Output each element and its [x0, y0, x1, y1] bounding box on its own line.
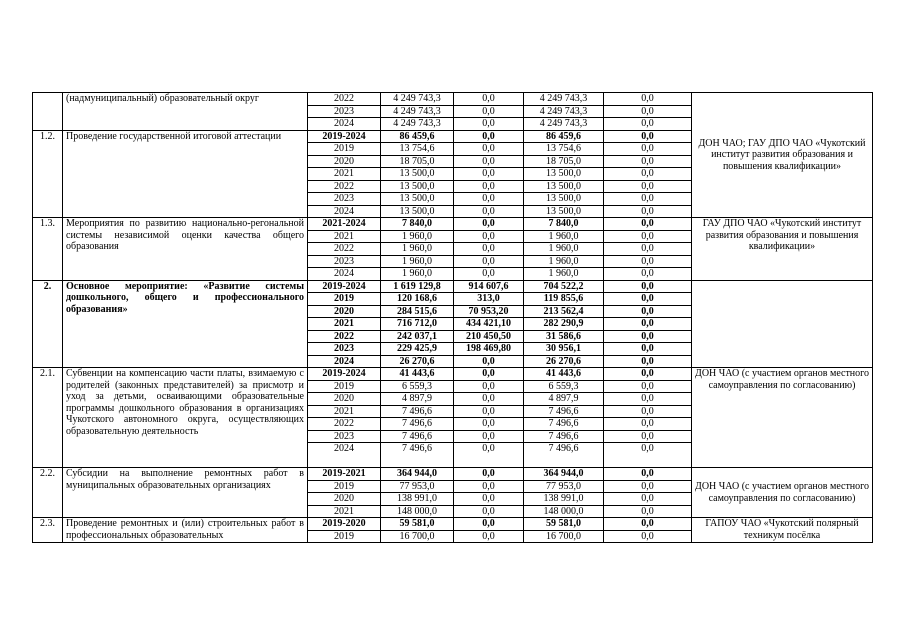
- item-number: 2.1.: [33, 368, 63, 468]
- amount-cell: 4 249 743,3: [524, 105, 604, 118]
- amount-cell: 0,0: [454, 443, 524, 468]
- amount-cell: 7 496,6: [524, 418, 604, 431]
- amount-cell: 18 705,0: [381, 155, 454, 168]
- amount-cell: 0,0: [454, 105, 524, 118]
- year-cell: 2024: [308, 443, 381, 468]
- year-cell: 2022: [308, 243, 381, 256]
- amount-cell: 7 496,6: [381, 418, 454, 431]
- year-cell: 2021: [308, 168, 381, 181]
- year-cell: 2021: [308, 405, 381, 418]
- amount-cell: 0,0: [604, 230, 692, 243]
- amount-cell: 0,0: [604, 530, 692, 543]
- amount-cell: 0,0: [454, 480, 524, 493]
- amount-cell: 0,0: [604, 368, 692, 381]
- amount-cell: 0,0: [454, 405, 524, 418]
- amount-cell: 148 000,0: [381, 505, 454, 518]
- year-cell: 2020: [308, 155, 381, 168]
- year-cell: 2021: [308, 230, 381, 243]
- year-cell: 2022: [308, 418, 381, 431]
- amount-cell: 7 496,6: [381, 443, 454, 468]
- amount-cell: 0,0: [454, 268, 524, 281]
- amount-cell: 6 559,3: [524, 380, 604, 393]
- year-cell: 2019-2024: [308, 130, 381, 143]
- amount-cell: 0,0: [454, 368, 524, 381]
- amount-cell: 0,0: [454, 118, 524, 131]
- year-cell: 2019-2021: [308, 468, 381, 481]
- amount-cell: 77 953,0: [524, 480, 604, 493]
- amount-cell: 0,0: [454, 155, 524, 168]
- amount-cell: 0,0: [604, 218, 692, 231]
- year-cell: 2019: [308, 530, 381, 543]
- amount-cell: 4 249 743,3: [381, 118, 454, 131]
- amount-cell: 13 500,0: [381, 180, 454, 193]
- amount-cell: 13 500,0: [524, 205, 604, 218]
- amount-cell: 0,0: [604, 118, 692, 131]
- item-number: 2.3.: [33, 518, 63, 543]
- year-cell: 2020: [308, 305, 381, 318]
- amount-cell: 0,0: [454, 518, 524, 531]
- amount-cell: 26 270,6: [524, 355, 604, 368]
- year-cell: 2022: [308, 180, 381, 193]
- year-cell: 2019: [308, 143, 381, 156]
- amount-cell: 120 168,6: [381, 293, 454, 306]
- year-cell: 2022: [308, 93, 381, 106]
- item-name: Проведение государственной итоговой аттестации: [63, 130, 308, 218]
- amount-cell: 434 421,10: [454, 318, 524, 331]
- amount-cell: 0,0: [454, 430, 524, 443]
- year-cell: 2023: [308, 343, 381, 356]
- amount-cell: 0,0: [454, 180, 524, 193]
- amount-cell: 0,0: [604, 93, 692, 106]
- year-cell: 2019: [308, 380, 381, 393]
- table-row: [33, 368, 873, 381]
- amount-cell: 0,0: [604, 143, 692, 156]
- amount-cell: 41 443,6: [381, 368, 454, 381]
- amount-cell: 148 000,0: [524, 505, 604, 518]
- amount-cell: 0,0: [604, 155, 692, 168]
- amount-cell: 13 500,0: [524, 168, 604, 181]
- amount-cell: 0,0: [604, 430, 692, 443]
- responsible-cell: [692, 280, 873, 368]
- amount-cell: 1 960,0: [524, 255, 604, 268]
- amount-cell: 229 425,9: [381, 343, 454, 356]
- amount-cell: 0,0: [454, 130, 524, 143]
- year-cell: 2020: [308, 393, 381, 406]
- table-row: [33, 93, 873, 106]
- amount-cell: 1 960,0: [381, 243, 454, 256]
- item-number: 2.: [33, 280, 63, 368]
- amount-cell: 16 700,0: [381, 530, 454, 543]
- amount-cell: 4 249 743,3: [524, 93, 604, 106]
- amount-cell: 0,0: [604, 468, 692, 481]
- item-name: Субсидии на выполнение ремонтных работ в муниципальных образовательных организациях: [63, 468, 308, 518]
- amount-cell: 13 500,0: [524, 180, 604, 193]
- amount-cell: 0,0: [604, 518, 692, 531]
- amount-cell: 13 754,6: [524, 143, 604, 156]
- amount-cell: 13 754,6: [381, 143, 454, 156]
- amount-cell: 86 459,6: [381, 130, 454, 143]
- amount-cell: 77 953,0: [381, 480, 454, 493]
- amount-cell: 0,0: [454, 530, 524, 543]
- table-row: [33, 218, 873, 231]
- year-cell: 2022: [308, 330, 381, 343]
- amount-cell: 59 581,0: [381, 518, 454, 531]
- year-cell: 2024: [308, 205, 381, 218]
- amount-cell: 364 944,0: [381, 468, 454, 481]
- item-name: Субвенции на компенсацию части платы, взимаемую с родителей (законных представителей) за присмотр и уход за детьми, осваивающими образовательные программы дошкольного образования в организациях Чукотского автономного округа, осуществляющих образовательную деятельность: [63, 368, 308, 468]
- amount-cell: 1 960,0: [524, 243, 604, 256]
- amount-cell: 213 562,4: [524, 305, 604, 318]
- item-name: Мероприятия по развитию национально-регональной системы независимой оценки качества общего образования: [63, 218, 308, 281]
- amount-cell: 0,0: [604, 318, 692, 331]
- amount-cell: 4 249 743,3: [524, 118, 604, 131]
- amount-cell: 0,0: [604, 480, 692, 493]
- amount-cell: 704 522,2: [524, 280, 604, 293]
- responsible-cell: ДОН ЧАО; ГАУ ДПО ЧАО «Чукотский институт развития образования и повышения квалификации»: [692, 93, 873, 218]
- amount-cell: 284 515,6: [381, 305, 454, 318]
- amount-cell: 0,0: [604, 393, 692, 406]
- item-number: [33, 93, 63, 131]
- amount-cell: 4 249 743,3: [381, 93, 454, 106]
- amount-cell: 7 840,0: [524, 218, 604, 231]
- amount-cell: 0,0: [604, 330, 692, 343]
- amount-cell: 13 500,0: [381, 193, 454, 206]
- item-name: Проведение ремонтных и (или) строительных работ в профессиональных образовательных: [63, 518, 308, 543]
- item-name: (надмуниципальный) образовательный округ: [63, 93, 308, 131]
- amount-cell: 138 991,0: [381, 493, 454, 506]
- amount-cell: 0,0: [604, 268, 692, 281]
- amount-cell: 1 619 129,8: [381, 280, 454, 293]
- item-number: 1.3.: [33, 218, 63, 281]
- amount-cell: 0,0: [604, 405, 692, 418]
- year-cell: 2019: [308, 480, 381, 493]
- amount-cell: 282 290,9: [524, 318, 604, 331]
- year-cell: 2023: [308, 105, 381, 118]
- amount-cell: 4 897,9: [381, 393, 454, 406]
- amount-cell: 13 500,0: [381, 168, 454, 181]
- amount-cell: 0,0: [454, 393, 524, 406]
- amount-cell: 26 270,6: [381, 355, 454, 368]
- year-cell: 2023: [308, 193, 381, 206]
- amount-cell: 716 712,0: [381, 318, 454, 331]
- amount-cell: 0,0: [454, 93, 524, 106]
- table-row: [33, 280, 873, 293]
- year-cell: 2019-2024: [308, 368, 381, 381]
- program-funding-table: [32, 92, 873, 543]
- amount-cell: 198 469,80: [454, 343, 524, 356]
- amount-cell: 0,0: [604, 293, 692, 306]
- amount-cell: 1 960,0: [381, 230, 454, 243]
- amount-cell: 0,0: [454, 218, 524, 231]
- amount-cell: 0,0: [454, 143, 524, 156]
- amount-cell: 914 607,6: [454, 280, 524, 293]
- amount-cell: 13 500,0: [524, 193, 604, 206]
- amount-cell: 0,0: [454, 230, 524, 243]
- amount-cell: 31 586,6: [524, 330, 604, 343]
- amount-cell: 0,0: [604, 130, 692, 143]
- amount-cell: 0,0: [604, 380, 692, 393]
- amount-cell: 7 496,6: [524, 405, 604, 418]
- amount-cell: 6 559,3: [381, 380, 454, 393]
- amount-cell: 1 960,0: [381, 268, 454, 281]
- amount-cell: 242 037,1: [381, 330, 454, 343]
- item-name: Основное мероприятие: «Развитие системы дошкольного, общего и профессионального образования»: [63, 280, 308, 368]
- year-cell: 2023: [308, 430, 381, 443]
- amount-cell: 0,0: [454, 255, 524, 268]
- amount-cell: 7 496,6: [381, 430, 454, 443]
- responsible-cell: ГАУ ДПО ЧАО «Чукотский институт развития образования и повышения квалификации»: [692, 218, 873, 281]
- amount-cell: 0,0: [454, 505, 524, 518]
- year-cell: 2024: [308, 118, 381, 131]
- amount-cell: 0,0: [454, 493, 524, 506]
- amount-cell: 4 897,9: [524, 393, 604, 406]
- amount-cell: 0,0: [454, 468, 524, 481]
- year-cell: 2023: [308, 255, 381, 268]
- year-cell: 2021: [308, 505, 381, 518]
- amount-cell: 0,0: [604, 493, 692, 506]
- amount-cell: 0,0: [604, 305, 692, 318]
- year-cell: 2019-2020: [308, 518, 381, 531]
- amount-cell: 0,0: [604, 418, 692, 431]
- year-cell: 2019: [308, 293, 381, 306]
- amount-cell: 0,0: [604, 343, 692, 356]
- table-row: [33, 518, 873, 531]
- year-cell: 2021: [308, 318, 381, 331]
- amount-cell: 0,0: [454, 418, 524, 431]
- amount-cell: 0,0: [604, 193, 692, 206]
- amount-cell: 1 960,0: [381, 255, 454, 268]
- amount-cell: 1 960,0: [524, 268, 604, 281]
- amount-cell: 0,0: [454, 168, 524, 181]
- amount-cell: 59 581,0: [524, 518, 604, 531]
- amount-cell: 0,0: [454, 193, 524, 206]
- amount-cell: 0,0: [604, 168, 692, 181]
- responsible-cell: ДОН ЧАО (с участием органов местного самоуправления по согласованию): [692, 368, 873, 468]
- amount-cell: 0,0: [604, 180, 692, 193]
- amount-cell: 0,0: [454, 355, 524, 368]
- amount-cell: 0,0: [604, 105, 692, 118]
- amount-cell: 0,0: [604, 443, 692, 468]
- amount-cell: 0,0: [604, 355, 692, 368]
- table-row: [33, 468, 873, 481]
- amount-cell: 0,0: [604, 280, 692, 293]
- amount-cell: 0,0: [604, 505, 692, 518]
- amount-cell: 41 443,6: [524, 368, 604, 381]
- amount-cell: 0,0: [604, 205, 692, 218]
- amount-cell: 119 855,6: [524, 293, 604, 306]
- year-cell: 2019-2024: [308, 280, 381, 293]
- amount-cell: 364 944,0: [524, 468, 604, 481]
- amount-cell: 18 705,0: [524, 155, 604, 168]
- amount-cell: 0,0: [454, 205, 524, 218]
- year-cell: 2024: [308, 355, 381, 368]
- amount-cell: 1 960,0: [524, 230, 604, 243]
- amount-cell: 7 840,0: [381, 218, 454, 231]
- amount-cell: 138 991,0: [524, 493, 604, 506]
- amount-cell: 4 249 743,3: [381, 105, 454, 118]
- amount-cell: 70 953,20: [454, 305, 524, 318]
- amount-cell: 210 450,50: [454, 330, 524, 343]
- item-number: 1.2.: [33, 130, 63, 218]
- amount-cell: 0,0: [604, 255, 692, 268]
- amount-cell: 313,0: [454, 293, 524, 306]
- amount-cell: 13 500,0: [381, 205, 454, 218]
- amount-cell: 7 496,6: [524, 430, 604, 443]
- amount-cell: 30 956,1: [524, 343, 604, 356]
- amount-cell: 86 459,6: [524, 130, 604, 143]
- amount-cell: 0,0: [454, 243, 524, 256]
- item-number: 2.2.: [33, 468, 63, 518]
- amount-cell: 7 496,6: [381, 405, 454, 418]
- year-cell: 2024: [308, 268, 381, 281]
- year-cell: 2020: [308, 493, 381, 506]
- amount-cell: 16 700,0: [524, 530, 604, 543]
- responsible-cell: ГАПОУ ЧАО «Чукотский полярный техникум посёлка: [692, 518, 873, 543]
- amount-cell: 7 496,6: [524, 443, 604, 468]
- year-cell: 2021-2024: [308, 218, 381, 231]
- responsible-cell: ДОН ЧАО (с участием органов местного самоуправления по согласованию): [692, 468, 873, 518]
- amount-cell: 0,0: [454, 380, 524, 393]
- amount-cell: 0,0: [604, 243, 692, 256]
